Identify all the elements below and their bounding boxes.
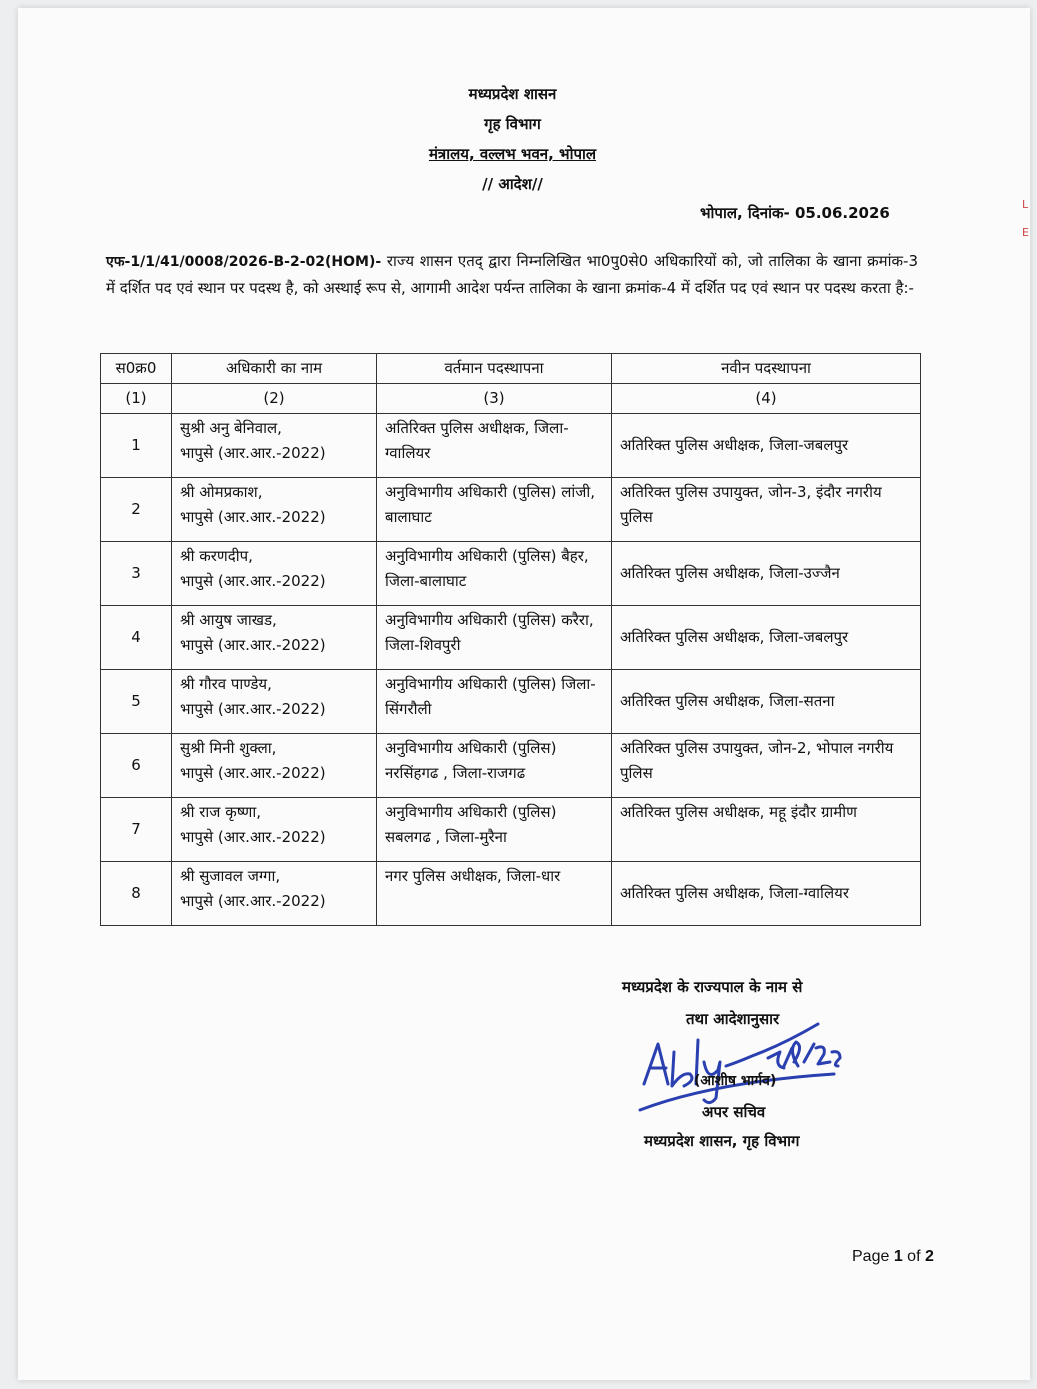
- officer-name: श्री आयुष जाखड,: [180, 611, 277, 629]
- col-number: (4): [612, 384, 921, 414]
- col-number: (2): [172, 384, 377, 414]
- current-posting-cell: अनुविभागीय अधिकारी (पुलिस) लांजी, बालाघाट: [377, 478, 612, 542]
- officer-name: श्री राज कृष्णा,: [180, 803, 262, 821]
- serial-number-cell: 4: [101, 606, 172, 670]
- new-posting-cell: अतिरिक्त पुलिस अधीक्षक, जिला-जबलपुर: [612, 414, 921, 478]
- officer-name: सुश्री मिनी शुक्ला,: [180, 739, 277, 757]
- new-posting-cell: अतिरिक्त पुलिस अधीक्षक, जिला-सतना: [612, 670, 921, 734]
- officer-name-cell: [172, 734, 377, 798]
- officer-name-cell: [172, 606, 377, 670]
- officer-name-cell: [172, 798, 377, 862]
- officer-service: भापुसे (आर.आर.-2022): [180, 444, 326, 462]
- signatory-name: (आशीष भार्गव): [694, 1073, 777, 1089]
- officer-service: भापुसे (आर.आर.-2022): [180, 572, 326, 590]
- department-name: गृह विभाग: [484, 115, 541, 133]
- officer-name: श्री गौरव पाण्डेय,: [180, 675, 272, 693]
- table-row: [101, 414, 921, 478]
- serial-number-cell: 8: [101, 862, 172, 926]
- current-posting-cell: अनुविभागीय अधिकारी (पुलिस) जिला-सिंगरौली: [377, 670, 612, 734]
- signature-line-governor: मध्यप्रदेश के राज्यपाल के नाम से: [622, 978, 803, 996]
- table-row: [101, 478, 921, 542]
- signature-line-order: तथा आदेशानुसार: [686, 1010, 780, 1028]
- officer-service: भापुसे (आर.आर.-2022): [180, 764, 326, 782]
- officer-name: सुश्री अनु बेनिवाल,: [180, 419, 282, 437]
- table-row: [101, 606, 921, 670]
- officer-name-cell: [172, 862, 377, 926]
- new-posting-cell: अतिरिक्त पुलिस उपायुक्त, जोन-2, भोपाल नगरीय पुलिस: [612, 734, 921, 798]
- government-name: मध्यप्रदेश शासन: [468, 85, 557, 103]
- officer-name: श्री ओमप्रकाश,: [180, 483, 263, 501]
- serial-number-cell: 1: [101, 414, 172, 478]
- handwritten-signature: [634, 1022, 854, 1112]
- col-header-current: वर्तमान पदस्थापना: [377, 354, 612, 384]
- current-posting-cell: अनुविभागीय अधिकारी (पुलिस) नरसिंहगढ , जिला-राजगढ: [377, 734, 612, 798]
- current-posting-cell: अतिरिक्त पुलिस अधीक्षक, जिला-ग्वालियर: [377, 414, 612, 478]
- new-posting-cell: अतिरिक्त पुलिस अधीक्षक, जिला-जबलपुर: [612, 606, 921, 670]
- table-row: [101, 542, 921, 606]
- officer-service: भापुसे (आर.आर.-2022): [180, 636, 326, 654]
- current-posting-cell: अनुविभागीय अधिकारी (पुलिस) सबलगढ , जिला-मुरैना: [377, 798, 612, 862]
- new-posting-cell: अतिरिक्त पुलिस अधीक्षक, जिला-उज्जैन: [612, 542, 921, 606]
- officer-service: भापुसे (आर.आर.-2022): [180, 828, 326, 846]
- col-number: (3): [377, 384, 612, 414]
- officer-name-cell: [172, 542, 377, 606]
- new-posting-cell: अतिरिक्त पुलिस अधीक्षक, जिला-ग्वालियर: [612, 862, 921, 926]
- col-header-new: नवीन पदस्थापना: [612, 354, 921, 384]
- current-posting-cell: नगर पुलिस अधीक्षक, जिला-धार: [377, 862, 612, 926]
- order-body-text: राज्य शासन एतद् द्वारा निम्नलिखित भा0पु0से0 अधिकारियों को, जो तालिका के खाना क्रमांक-3 में दर्शित पद एवं स्थान पर पदस्थ है, को अस्थाई रूप से, आगामी आदेश पर्यन्त तालिका के खाना क्रमांक-4 में दर्शित पद एवं स्थान पर पदस्थ करता है:-: [106, 252, 918, 297]
- serial-number-cell: 6: [101, 734, 172, 798]
- order-title: // आदेश//: [482, 175, 543, 193]
- officer-service: भापुसे (आर.आर.-2022): [180, 700, 326, 718]
- office-address: मंत्रालय, वल्लभ भवन, भोपाल: [428, 145, 597, 163]
- current-posting-cell: अनुविभागीय अधिकारी (पुलिस) करैरा, जिला-शिवपुरी: [377, 606, 612, 670]
- serial-number-cell: 7: [101, 798, 172, 862]
- officer-service: भापुसे (आर.आर.-2022): [180, 508, 326, 526]
- officer-name-cell: [172, 670, 377, 734]
- serial-number-cell: 5: [101, 670, 172, 734]
- table-header-row: [101, 354, 921, 384]
- current-posting-cell: अनुविभागीय अधिकारी (पुलिस) बैहर, जिला-बालाघाट: [377, 542, 612, 606]
- officer-name-cell: [172, 414, 377, 478]
- order-paragraph: [106, 248, 918, 301]
- serial-number-cell: 3: [101, 542, 172, 606]
- signatory-designation: अपर सचिव: [702, 1103, 766, 1121]
- serial-number-cell: 2: [101, 478, 172, 542]
- table-column-number-row: [101, 384, 921, 414]
- col-number: (1): [101, 384, 172, 414]
- officer-name-cell: [172, 478, 377, 542]
- table-row: [101, 862, 921, 926]
- col-header-name: अधिकारी का नाम: [172, 354, 377, 384]
- edge-mark: L: [1022, 198, 1029, 211]
- new-posting-cell: अतिरिक्त पुलिस अधीक्षक, महू इंदौर ग्रामीण: [612, 798, 921, 862]
- col-header-sno: स0क्र0: [101, 354, 172, 384]
- order-date: भोपाल, दिनांक- 05.06.2026: [700, 204, 890, 222]
- signatory-office: मध्यप्रदेश शासन, गृह विभाग: [644, 1132, 800, 1150]
- order-reference: एफ-1/1/41/0008/2026-B-2-02(HOM)-: [106, 254, 382, 270]
- new-posting-cell: अतिरिक्त पुलिस उपायुक्त, जोन-3, इंदौर नगरीय पुलिस: [612, 478, 921, 542]
- officer-name: श्री सुजावल जग्गा,: [180, 867, 281, 885]
- table-row: [101, 670, 921, 734]
- posting-table: [100, 353, 921, 926]
- officer-service: भापुसे (आर.आर.-2022): [180, 892, 326, 910]
- table-row: [101, 734, 921, 798]
- page-number: Page 1 of 2: [852, 1248, 934, 1265]
- officer-name: श्री करणदीप,: [180, 547, 253, 565]
- edge-mark: E: [1022, 226, 1029, 239]
- table-row: [101, 798, 921, 862]
